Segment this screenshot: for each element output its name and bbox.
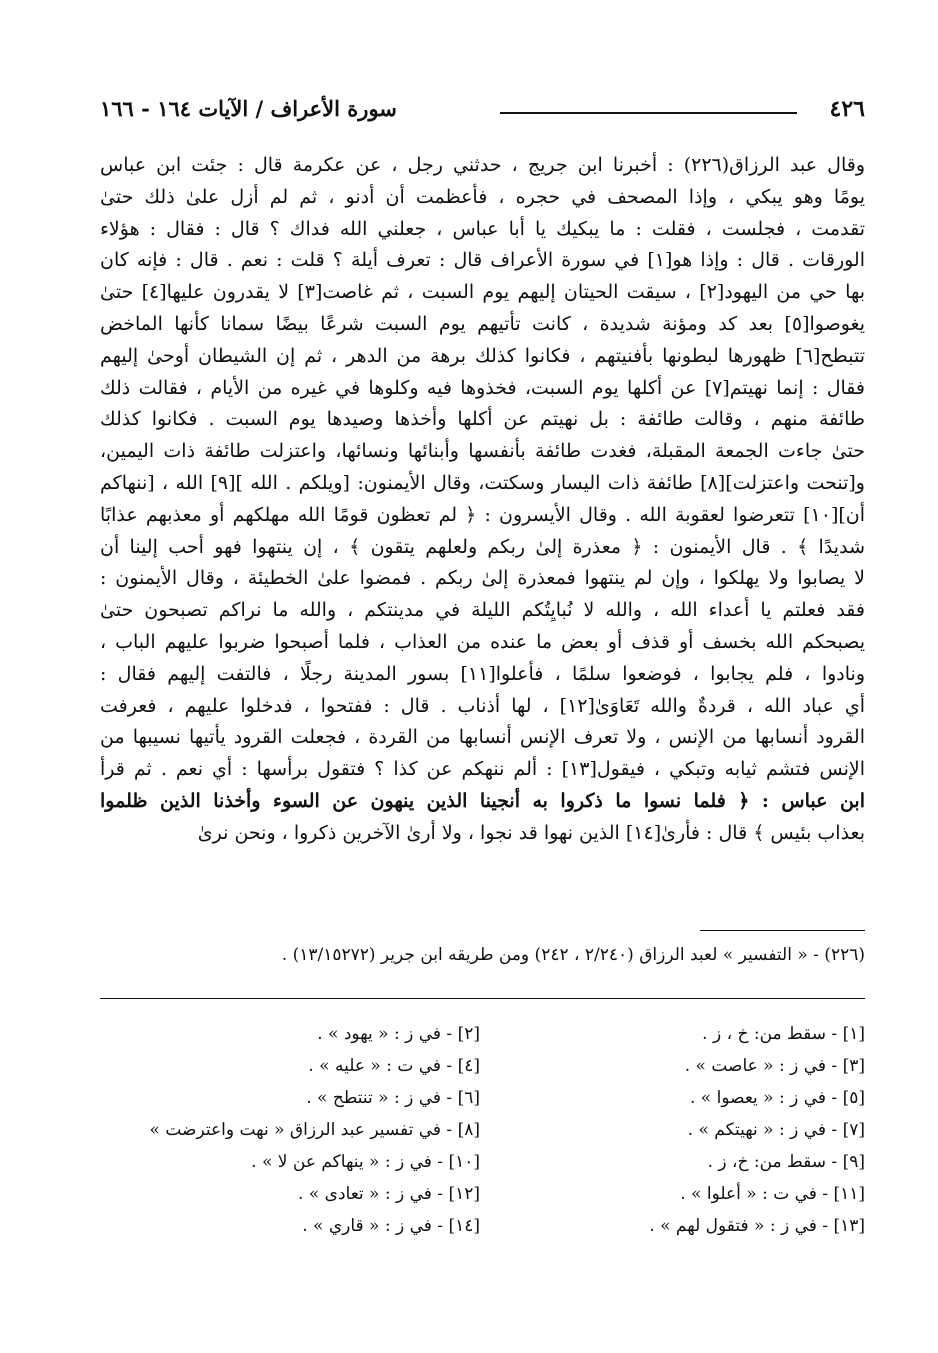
text-line: تتبطح[٦] ظهورها لبطونها بأفنيتهم ، فكانوا كذلك برهة من الدهر ، ثم إن الشيطان أوحىٰ إليهم [100, 344, 865, 367]
text-line: لا يصابوا ولا يهلكوا ، وإن لم ينتهوا فمعذرة إلىٰ ربكم . فمضوا علىٰ الخطيئة ، وقال الأيمنون : [100, 567, 865, 590]
note-row [100, 1018, 865, 1050]
variant-notes [100, 1018, 865, 1242]
page-header [100, 96, 865, 130]
text-line: بها حي من اليهود[٢] ، سيقت الحيتان إليهم يوم السبت ، ثم غاصت[٣] لا يقدرون عليها[٤] حتىٰ [100, 281, 865, 304]
text-line: بعذاب بئيس ﴾ قال : فأرىٰ[١٤] الذين نهوا قد نجوا ، ولا أرىٰ الآخرين ذكروا ، ونحن نرىٰ [197, 821, 865, 844]
variant-note: [١٠] - في ز : « ينهاكم عن لا » . [251, 1152, 480, 1172]
text-line: يصبحكم الله بخسف أو قذف أو بعض ما عنده من العذاب ، فلما أصبحوا ضربوا عليهم الباب ، [100, 630, 865, 653]
variant-note: [٦] - في ز : « تنتطح » . [306, 1088, 480, 1108]
variant-note: [٤] - في ت : « عليه » . [308, 1056, 480, 1076]
variant-note: [١٤] - في ز : « قاري » . [302, 1216, 480, 1236]
page-number: ٤٢٦ [829, 96, 865, 122]
text-line: يومًا وهو يبكي ، وإذا المصحف في حجره ، فأعظمت أن أدنو ، ثم لم أزل علىٰ ذلك حتىٰ [100, 185, 865, 208]
note-row [100, 1210, 865, 1242]
variant-note: [١٢] - في ز : « تعادى » . [298, 1184, 480, 1204]
source-footnote: (٢٢٦) - « التفسير » لعبد الرزاق (٢/٢٤٠ ، ٢٤٢) ومن طريقه ابن جرير (١٣/١٥٢٧٢) . [281, 945, 865, 965]
text-line: طائفة منهم ، وقالت طائفة : بل نهيتم عن أكلها وأخذها وصيدها يوم السبت . فكانوا كذلك [100, 408, 865, 431]
text-line: أن][١٠] تتعرضوا لعقوبة الله . وقال الأيسرون : ﴿ لم تعظون قومًا الله مهلكهم أو معذبهم عذابًا [100, 503, 865, 526]
variant-note: [١] - سقط من: خ ، ز . [702, 1024, 865, 1044]
notes-separator [100, 998, 865, 999]
variant-note: [٧] - في ز : « نهيتكم » . [687, 1120, 865, 1140]
variant-note: [٨] - في تفسير عبد الرزاق « نهت واعترضت » [149, 1120, 480, 1140]
text-line: فقد فعلتم يا أعداء الله ، والله لا نُبايِتُكم الليلة في مدينتكم ، والله ما نراكم تصبحون حتىٰ [100, 599, 865, 622]
text-line: الإنس فتشم ثيابه وتبكي ، فيقول[١٣] : ألم ننهكم عن كذا ؟ فتقول برأسها : أي نعم . ثم قرأ [100, 758, 865, 781]
header-rule [500, 112, 797, 114]
footnote-separator [700, 930, 865, 931]
text-line: الورقات . قال : وإذا هو[١] في سورة الأعراف قال : تعرف أيلة ؟ قلت : نعم . قال : فإنه كان [100, 249, 865, 272]
text-line: فقال : إنما نهيتم[٧] عن أكلها يوم السبت، فخذوها فيه وكلوها في غيره من الأيام ، فقالت ذلك [100, 376, 865, 399]
text-line: يغوصوا[٥] بعد كد ومؤنة شديدة ، كانت تأتيهم يوم السبت شرعًا بيضًا سمانا كأنها الماخض [100, 312, 865, 335]
text-line: حتىٰ جاءت الجمعة المقبلة، فغدت طائفة بأنفسها وأبنائها ونسائها، واعتزلت طائفة ذات اليمين، [100, 440, 865, 463]
text-line: ابن عباس : ﴿ فلما نسوا ما ذكروا به أنجينا الذين ينهون عن السوء وأخذنا الذين ظلموا [100, 789, 865, 812]
note-row [100, 1082, 865, 1114]
text-line: و[تنحت واعتزلت][٨] طائفة ذات اليسار وسكتت، وقال الأيمنون: [ويلكم . الله ][٩] الله ، [ننهاكم [100, 471, 865, 494]
variant-note: [٣] - في ز : « عاصت » . [684, 1056, 865, 1076]
text-line: تقدمت ، فجلست ، فقلت : ما يبكيك يا أبا عباس ، جعلني الله فداك ؟ قال : فقال : هؤلاء [100, 217, 865, 240]
text-line: شديدًا ﴾ . قال الأيمنون : ﴿ معذرة إلىٰ ربكم ولعلهم يتقون ﴾ ، إن ينتهوا فهو أحب إلينا أن [100, 535, 865, 558]
note-row [100, 1114, 865, 1146]
variant-note: [٢] - في ز : « يهود » . [317, 1024, 480, 1044]
note-row [100, 1050, 865, 1082]
variant-note: [٩] - سقط من: خ، ز . [707, 1152, 865, 1172]
variant-note: [١٣] - في ز : « فتقول لهم » . [649, 1216, 865, 1236]
running-title: سورة الأعراف / الآيات ١٦٤ - ١٦٦ [100, 96, 397, 121]
text-line: القرود أنسابها من الإنس ، ولا تعرف الإنس أنسابها من القردة ، فجعلت القرود يأتيها نسيبها من [100, 726, 865, 749]
variant-note: [٥] - في ز : « يعصوا » . [689, 1088, 865, 1108]
main-text [100, 150, 865, 850]
variant-note: [١١] - في ت : « أعلوا » . [680, 1184, 865, 1204]
text-line: ونادوا ، فلم يجابوا ، فوضعوا سلمًا ، فأعلوا[١١] بسور المدينة رجلًا ، فالتفت إليهم فقال : [100, 662, 865, 685]
note-row [100, 1146, 865, 1178]
text-line: وقال عبد الرزاق(٢٢٦) : أخبرنا ابن جريج ، حدثني رجل ، عن عكرمة قال : جئت ابن عباس [100, 154, 865, 176]
text-line: أي عباد الله ، قردةٌ والله تَعَاوَىٰ[١٢] ، لها أذناب . قال : ففتحوا ، فدخلوا عليهم ، فعرفت [100, 694, 865, 717]
note-row [100, 1178, 865, 1210]
